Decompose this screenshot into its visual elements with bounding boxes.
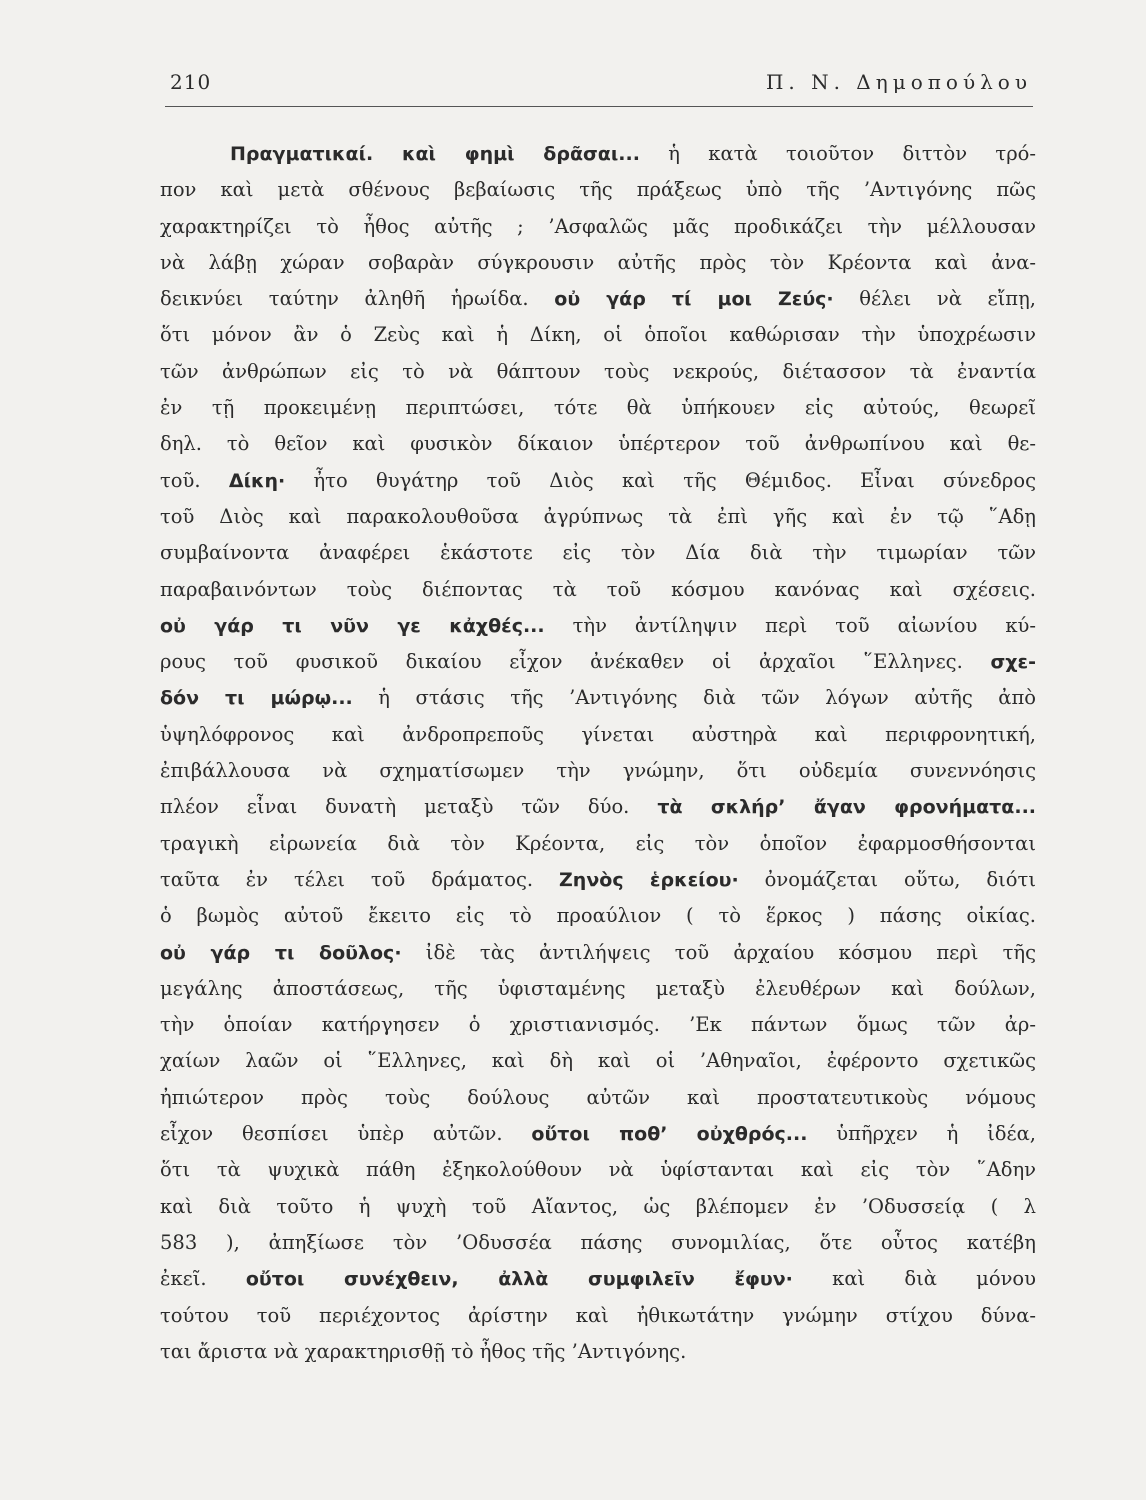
text-line: [160, 1261, 1036, 1297]
lemma-bold: οὐ γάρ τι δοῦλος·: [160, 941, 402, 964]
line-text: ὁ βωμὸς αὐτοῦ ἔκειτο εἰς τὸ προαύλιον ( τὸ ἕρκος ) πάσης οἰκίας.: [160, 904, 1036, 928]
text-line: [160, 971, 1036, 1007]
lemma-bold: οὔτοι συνέχθειν, ἀλλὰ συμφιλεῖν ἔφυν·: [245, 1268, 793, 1291]
line-text: τὴν ἀντίληψιν περὶ τοῦ αἰωνίου κύ-: [544, 613, 1036, 637]
line-text: συμβαίνοντα ἀναφέρει ἑκάστοτε εἰς τὸν Δία διὰ τὴν τιμωρίαν τῶν: [160, 541, 1036, 565]
lemma-bold: τὰ σκλήρ’ ἄγαν φρονήματα...: [657, 796, 1036, 819]
line-text: ἐν τῇ προκειμένῃ περιπτώσει, τότε θὰ ὑπήκουεν εἰς αὐτούς, θεωρεῖ: [160, 396, 1036, 420]
text-line: [160, 1189, 1036, 1225]
line-text: νὰ λάβῃ χώραν σοβαρὰν σύγκρουσιν αὐτῆς πρὸς τὸν Κρέοντα καὶ ἀνα-: [160, 250, 1036, 274]
line-text: τὴν ὁποίαν κατήργησεν ὁ χριστιανισμός. ’Εκ πάντων ὅμως τῶν ἀρ-: [160, 1013, 1036, 1037]
text-line: [160, 608, 1036, 644]
lemma-bold: Πραγματικαί. καὶ φημὶ δρᾶσαι...: [230, 143, 640, 165]
line-text: ἦτο θυγάτηρ τοῦ Διὸς καὶ τῆς Θέμιδος. Εἶναι σύνεδρος: [285, 468, 1036, 492]
line-text: θέλει νὰ εἴπῃ,: [833, 287, 1036, 311]
line-text: τραγικὴ εἰρωνεία διὰ τὸν Κρέοντα, εἰς τὸν ὁποῖον ἐφαρμοσθήσονται: [160, 831, 1036, 855]
text-line: [160, 898, 1036, 934]
line-text: ἐκεῖ.: [160, 1267, 246, 1291]
line-text: πον καὶ μετὰ σθένους βεβαίωσις τῆς πράξεως ὑπὸ τῆς ’Αντιγόνης πῶς: [160, 178, 1036, 202]
text-line: [160, 1080, 1036, 1116]
line-text: ταῦτα ἐν τέλει τοῦ δράματος.: [160, 867, 560, 891]
text-line: [160, 172, 1036, 208]
commentary-text: [160, 136, 1036, 1370]
line-text: ἡ κατὰ τοιοῦτον διττὸν τρό-: [639, 142, 1036, 165]
line-text: ἐπιβάλλουσα νὰ σχηματίσωμεν τὴν γνώμην, ὅτι οὐδεμία συνεννόησις: [160, 759, 1036, 783]
line-text: ὀνομάζεται οὕτω, διότι: [738, 867, 1036, 891]
line-text: 583 ), ἀπηξίωσε τὸν ’Οδυσσέα πάσης συνομιλίας, ὅτε οὗτος κατέβη: [160, 1230, 1036, 1254]
line-text: χαρακτηρίζει τὸ ἦθος αὐτῆς ; ’Ασφαλῶς μᾶς προδικάζει τὴν μέλλουσαν: [160, 214, 1036, 238]
text-line: [160, 1007, 1036, 1043]
line-text: ὅτι μόνον ἂν ὁ Ζεὺς καὶ ἡ Δίκη, οἱ ὁποῖοι καθώρισαν τὴν ὑποχρέωσιν: [160, 323, 1036, 347]
line-text: χαίων λαῶν οἱ ῞Ελληνες, καὶ δὴ καὶ οἱ ’Αθηναῖοι, ἐφέροντο σχετικῶς: [160, 1049, 1036, 1073]
lemma-bold: σχε-: [990, 651, 1036, 674]
text-line: [160, 463, 1036, 499]
header-rule: [165, 106, 1033, 107]
text-line: [160, 1334, 1036, 1370]
text-line: [160, 753, 1036, 789]
text-line: [160, 390, 1036, 426]
line-text: ὅτι τὰ ψυχικὰ πάθη ἐξηκολούθουν νὰ ὑφίστανται καὶ εἰς τὸν ῞Αδην: [160, 1158, 1036, 1182]
text-line: [160, 426, 1036, 462]
line-text: ὑπῆρχεν ἡ ἰδέα,: [807, 1122, 1036, 1146]
line-text: πλέον εἶναι δυνατὴ μεταξὺ τῶν δύο.: [160, 795, 658, 819]
text-line: [160, 826, 1036, 862]
line-text: ἠπιώτερον πρὸς τοὺς δούλους αὐτῶν καὶ προστατευτικοὺς νόμους: [160, 1085, 1036, 1109]
text-line: [160, 644, 1036, 680]
lemma-bold: οὐ γάρ τι νῦν γε κἀχθές...: [160, 614, 545, 637]
page-number: 210: [170, 70, 212, 94]
lemma-bold: δόν τι μώρῳ...: [160, 687, 353, 710]
text-line: [160, 281, 1036, 317]
line-text: τούτου τοῦ περιέχοντος ἀρίστην καὶ ἠθικωτάτην γνώμην στίχου δύνα-: [160, 1303, 1036, 1327]
text-line: [160, 789, 1036, 825]
text-line: [160, 354, 1036, 390]
page-header: [170, 70, 1032, 94]
text-line: [160, 935, 1036, 971]
line-text: μεγάλης ἀποστάσεως, τῆς ὑφισταμένης μεταξὺ ἐλευθέρων καὶ δούλων,: [160, 976, 1036, 1000]
text-line: [160, 572, 1036, 608]
line-text: εἶχον θεσπίσει ὑπὲρ αὐτῶν.: [160, 1122, 532, 1146]
text-line: [160, 1225, 1036, 1261]
line-text: δεικνύει ταύτην ἀληθῆ ἡρωίδα.: [160, 287, 555, 311]
line-text: τῶν ἀνθρώπων εἰς τὸ νὰ θάπτουν τοὺς νεκρούς, διέτασσον τὰ ἐναντία: [160, 359, 1036, 383]
line-text: ὑψηλόφρονος καὶ ἀνδροπρεποῦς γίνεται αὐστηρὰ καὶ περιφρονητική,: [160, 722, 1036, 746]
line-text: καὶ διὰ μόνου: [792, 1267, 1036, 1291]
line-text: ἡ στάσις τῆς ’Αντιγόνης διὰ τῶν λόγων αὐτῆς ἀπὸ: [352, 686, 1036, 710]
text-line: [160, 499, 1036, 535]
text-line: [160, 317, 1036, 353]
line-text: τοῦ Διὸς καὶ παρακολουθοῦσα ἀγρύπνως τὰ ἐπὶ γῆς καὶ ἐν τῷ ῞Αδῃ: [160, 504, 1036, 528]
text-line: [160, 1043, 1036, 1079]
text-line: [160, 680, 1036, 716]
lemma-bold: οὐ γάρ τί μοι Ζεύς·: [554, 288, 834, 311]
line-text: ἰδὲ τὰς ἀντιλήψεις τοῦ ἀρχαίου κόσμου περὶ τῆς: [401, 940, 1036, 964]
text-line: [160, 245, 1036, 281]
text-line: [160, 862, 1036, 898]
text-line: [160, 136, 1036, 172]
line-text: τοῦ.: [160, 468, 229, 492]
line-text: καὶ διὰ τοῦτο ἡ ψυχὴ τοῦ Αἴαντος, ὡς βλέπομεν ἐν ’Οδυσσείᾳ ( λ: [160, 1194, 1036, 1218]
text-line: [160, 717, 1036, 753]
lemma-bold: οὔτοι ποθ’ οὐχθρός...: [531, 1123, 808, 1146]
text-line: [160, 535, 1036, 571]
line-text: δηλ. τὸ θεῖον καὶ φυσικὸν δίκαιον ὑπέρτερον τοῦ ἀνθρωπίνου καὶ θε-: [160, 432, 1036, 456]
line-text: ται ἄριστα νὰ χαρακτηρισθῇ τὸ ἦθος τῆς ’Αντιγόνης.: [160, 1339, 687, 1363]
text-line: [160, 209, 1036, 245]
lemma-bold: Ζηνὸς ἑρκείου·: [559, 868, 739, 891]
line-text: ρους τοῦ φυσικοῦ δικαίου εἶχον ἀνέκαθεν οἱ ἀρχαῖοι ῞Ελληνες.: [160, 650, 991, 674]
line-text: παραβαινόντων τοὺς διέποντας τὰ τοῦ κόσμου κανόνας καὶ σχέσεις.: [160, 577, 1036, 601]
lemma-bold: Δίκη·: [228, 469, 286, 492]
text-line: [160, 1116, 1036, 1152]
text-line: [160, 1152, 1036, 1188]
text-line: [160, 1298, 1036, 1334]
running-head-author: Π. Ν. Δημοπούλου: [765, 70, 1032, 94]
